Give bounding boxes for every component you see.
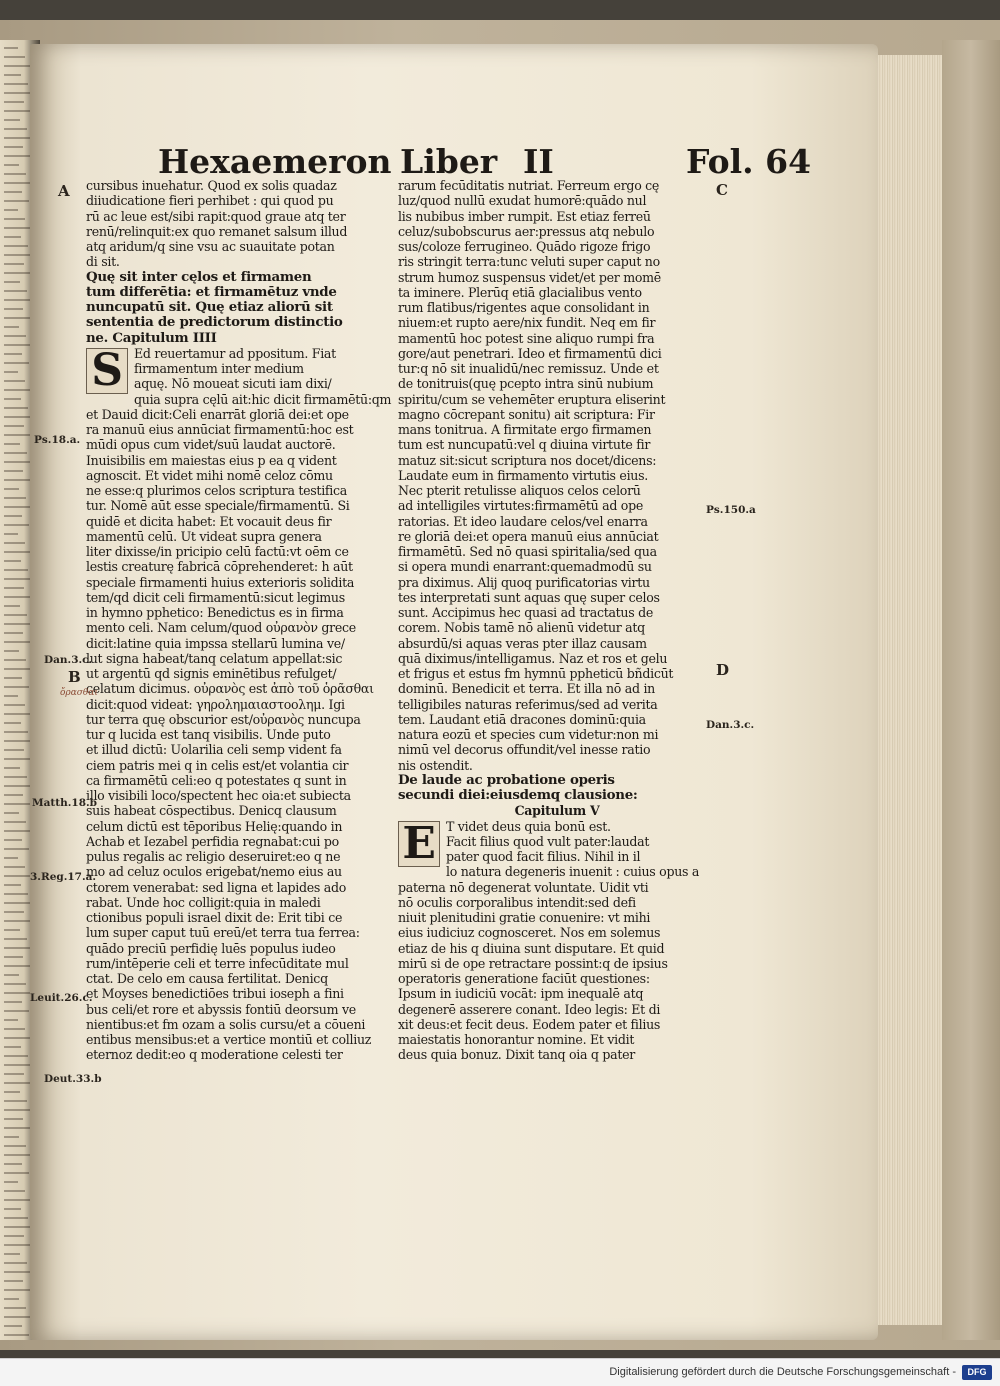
running-head-folio: Fol. 64 [686, 142, 812, 181]
text-line: degenerē asserere conant. Ideo legis: Et di [398, 1001, 661, 1017]
left-page-text-trace [4, 1145, 26, 1147]
text-line: mamentū celū. Ut videat supra genera [86, 528, 322, 544]
left-page-text-trace [4, 1181, 18, 1183]
left-page-text-trace [4, 650, 19, 652]
left-page-text-trace [4, 128, 27, 130]
left-page-text-trace [4, 1091, 20, 1093]
footer-credit: Digitalisierung gefördert durch die Deutsche Forschungsgemeinschaft - [609, 1366, 956, 1378]
text-line: quidē et dicita habet: Et vocauit deus fir [86, 513, 332, 529]
text-line: ta iminere. Plerūq etiā glacialibus vento [398, 284, 642, 300]
left-page-text-trace [4, 506, 33, 508]
left-page-text-trace [4, 596, 31, 598]
left-page-text-trace [4, 272, 31, 274]
left-page-text-trace [4, 632, 23, 634]
dropcap-initial: S [86, 348, 128, 394]
left-page-text-trace [4, 848, 29, 850]
text-line: tem/qd dicit celi firmamentū:sicut legimus [86, 589, 345, 605]
left-page-text-trace [4, 1199, 32, 1201]
text-line: operatoris generatione faciūt questiones: [398, 971, 650, 986]
text-line: renū/relinquit:ex quo remanet salsum illud [86, 223, 348, 239]
text-line: Inuisibilis em maiestas eius p ea q vident [86, 452, 337, 468]
left-page-text-trace [4, 1028, 25, 1030]
text-line: luz/quod nullū exudat humorē:quādo nul [398, 193, 647, 209]
left-page-text-trace [4, 353, 22, 355]
text-line: natura eozū et species cum videtur:non mi [398, 727, 659, 742]
left-page-text-trace [4, 1280, 23, 1282]
text-line: entibus mensibus:et a vertice montiū et colliuz [86, 1032, 372, 1047]
text-line: mento celi. Nam celum/quod οὐρανὸν grece [86, 620, 356, 636]
left-page-text-trace [4, 1154, 33, 1156]
text-line: aquę. Nō moueat sicuti iam dixi/ [134, 376, 332, 392]
text-line: ris stringit terra:tunc veluti super caput no [398, 254, 660, 270]
text-line: agnoscit. Et videt mihi nomē celoz cōmu [86, 467, 333, 483]
text-line: ca firmamētū celi:eo q potestates q sunt in [86, 772, 347, 788]
text-line: Capitulum V [514, 803, 600, 819]
left-page-text-trace [4, 1253, 20, 1255]
left-page-text-trace [4, 641, 30, 643]
left-page-text-trace [4, 1073, 24, 1075]
text-line: atq aridum/q sine vsu ac suauitate potan [86, 239, 335, 254]
text-line: De laude ac probatione operis [398, 772, 615, 788]
left-page-text-trace [4, 1208, 21, 1210]
text-line: telligibiles naturas referimus/sed ad verita [398, 696, 658, 712]
left-page-text-trace [4, 866, 25, 868]
text-line: tem. Laudant etiā dracones dominū:quia [398, 711, 646, 727]
text-line: mūdi opus cum videt/suū laudat auctorē. [86, 437, 336, 453]
left-page-text-trace [4, 1289, 30, 1291]
left-page-text-trace [4, 524, 29, 526]
text-line: de tonitruis(quę pcepto intra sinū nubium [398, 376, 654, 392]
left-page-text-trace [4, 65, 32, 67]
left-page-text-trace [4, 1172, 29, 1174]
text-line: ra manuū eius annūciat firmamentū:hoc est [86, 422, 354, 437]
left-page-text-trace [4, 209, 18, 211]
text-line: ne. Capitulum IIII [86, 330, 217, 346]
left-page-text-trace [4, 533, 18, 535]
text-line: sunt. Accipimus hec quasi ad tractatus de [398, 605, 654, 620]
dropcap-initial: E [398, 821, 440, 867]
handwritten-annotation: ὄρασθαι [60, 688, 98, 698]
text-line: illo visibili loco/spectent hec oia:et subiecta [86, 788, 351, 803]
left-page-text-trace [4, 56, 25, 58]
text-line: pulus regalis ac religio deseruiret:eo q ne [86, 849, 341, 864]
left-page-text-trace [4, 830, 33, 832]
left-page-text-trace [4, 1019, 18, 1021]
left-page-text-trace [4, 911, 24, 913]
left-page-text-trace [4, 110, 31, 112]
text-line: ut argentū qd signis eminētibus refulget/ [86, 666, 337, 681]
text-line: paterna nō degenerat voluntate. Uidit vti [398, 879, 649, 895]
left-page-text-trace [4, 425, 24, 427]
text-line: ratorias. Et ideo laudare celos/vel enarra [398, 513, 648, 529]
text-line: et Moyses benedictiōes tribui ioseph a fini [86, 986, 344, 1002]
text-line: absurdū/si aquas veras pter illaz causam [398, 635, 647, 651]
left-page-text-trace [4, 362, 29, 364]
margin-note-dan3-right: Dan.3.c. [706, 719, 755, 731]
left-page-text-trace [4, 803, 30, 805]
text-line: Laudate eum in firmamento virtutis eius. [398, 467, 648, 483]
dfg-logo: DFG [962, 1365, 992, 1380]
left-page-text-trace [4, 587, 24, 589]
text-line: tur q lucida est tanq visibilis. Unde puto [86, 727, 331, 742]
left-page-text-trace [4, 1235, 24, 1237]
text-line: maiestatis honorantur nomine. Et vidit [398, 1032, 635, 1047]
left-page-text-trace [4, 227, 32, 229]
left-page-text-trace [4, 929, 20, 931]
text-column-right [398, 178, 716, 1063]
text-line: sus/coloze ferrugineo. Quādo rigoze frigo [398, 239, 651, 254]
text-line: ctorem venerabat: sed ligna et lapides ado [86, 879, 347, 895]
left-page-text-trace [4, 434, 31, 436]
text-line: ctionibus populi israel dixit de: Erit tibi ce [86, 910, 343, 925]
text-line: lis nubibus imber rumpit. Est etiaz ferreū [398, 208, 651, 224]
text-line: sententia de predictorum distinctio [86, 315, 343, 331]
left-page-text-trace [4, 191, 22, 193]
left-page-text-trace [4, 956, 23, 958]
text-line: rū ac leue est/sibi rapit:quod graue atq ter [86, 208, 346, 224]
left-page-text-trace [4, 758, 31, 760]
text-line: lestis creaturę fabricā cōprehenderet: h aūt [86, 559, 353, 575]
left-page-text-trace [4, 938, 27, 940]
left-page-text-trace [4, 1316, 33, 1318]
text-line: rum flatibus/rigentes aque consolidant in [398, 300, 650, 315]
text-line: niuem:et rupto aere/nix fundit. Neq em fir [398, 315, 656, 331]
text-line: nientibus:et fm ozam a solis cursu/et a cōueni [86, 1016, 366, 1032]
text-line: T videt deus quia bonū est. [446, 818, 611, 834]
left-page-text-trace [4, 560, 21, 562]
text-line: celum dictū est tēporibus Helię:quando in [86, 818, 343, 834]
left-page-text-trace [4, 218, 25, 220]
left-page-text-trace [4, 1082, 31, 1084]
text-line: et Dauid dicit:Celi enarrāt gloriā dei:et ope [86, 406, 349, 422]
text-line: tum est nuncupatū:vel q diuina virtute fir [398, 437, 651, 453]
text-line: ad intelligiles virtutes:firmamētū ad ope [398, 498, 643, 514]
left-page-text-trace [4, 1307, 26, 1309]
left-page-text-trace [4, 731, 28, 733]
running-head-book: Liber [400, 142, 498, 181]
left-page-text-trace [4, 515, 22, 517]
left-page-text-trace [4, 1334, 29, 1336]
text-line: nimū vel decorus offundit/vel inesse ratio [398, 742, 651, 758]
text-line: tur terra quę obscurior est/οὐρανὸς nuncupa [86, 711, 361, 727]
text-line: re gloriā dei:et opera manuū eius annūciat [398, 528, 659, 544]
left-page-text-trace [4, 47, 18, 49]
text-line: ne esse:q plurimos celos scriptura testifica [86, 483, 347, 498]
text-line: Ed reuertamur ad ppositum. Fiat [134, 345, 336, 361]
text-line: firmamētū. Sed nō quasi spiritalia/sed qua [398, 544, 657, 559]
left-page-text-trace [4, 173, 26, 175]
text-line: secundi diei:eiusdemq clausione: [398, 788, 638, 803]
left-page-text-trace [4, 497, 26, 499]
left-page-text-trace [4, 155, 30, 157]
left-page-text-trace [4, 974, 19, 976]
left-page-text-trace [4, 920, 31, 922]
left-page-text-trace [4, 119, 20, 121]
left-page-text-trace [4, 263, 24, 265]
text-line: di sit. [86, 254, 120, 270]
margin-letter-a: A [58, 182, 70, 200]
margin-note-ps150: Ps.150.a [706, 504, 756, 516]
left-page-text-trace [4, 1127, 30, 1129]
text-line: ctat. De celo em causa fertilitat. Denicq [86, 971, 328, 986]
left-page-text-trace [4, 317, 30, 319]
left-page-text-trace [4, 74, 21, 76]
text-line: lum super caput tuū ereū/et terra tua ferrea: [86, 925, 360, 941]
text-line: bus celi/et rore et abyssis fontiū deorsum ve [86, 1001, 356, 1017]
left-page-text-trace [4, 821, 26, 823]
left-page-text-trace [4, 605, 20, 607]
left-page-text-trace [4, 83, 28, 85]
text-line: etiaz de his q diuina sunt disputare. Et quid [398, 940, 665, 956]
text-line: celuz/subobscurus aer:pressus atq nebulo [398, 223, 655, 239]
margin-note-3reg17: 3.Reg.17.a. [30, 871, 97, 883]
text-line: suis habeat cōspectibus. Denicq clausum [86, 803, 337, 819]
left-page-text-trace [4, 749, 24, 751]
left-page-text-trace [4, 686, 29, 688]
text-line: Achab et Iezabel perfidia regnabat:cui po [86, 833, 339, 849]
text-line: deus quia bonuz. Dixit tanq oia q pater [398, 1047, 635, 1063]
left-page-text-trace [4, 1010, 29, 1012]
running-head-title: Hexaemeron [158, 142, 392, 181]
left-page-text-trace [4, 200, 29, 202]
left-page-text-trace [4, 470, 23, 472]
left-page-text-trace [4, 551, 32, 553]
text-column-left [86, 178, 404, 1063]
text-line: mirū si de ope retractare possint:q de ipsius [398, 955, 668, 971]
left-page-text-trace [4, 614, 27, 616]
left-page-text-trace [4, 1100, 27, 1102]
left-page-text-trace [4, 569, 28, 571]
cover-right-edge [942, 40, 1000, 1340]
left-page-text-trace [4, 182, 33, 184]
text-line: eternoz dedit:eo q moderatione celesti ter [86, 1047, 343, 1063]
text-line: diiudicatione fieri perhibet : qui quod pu [86, 193, 334, 209]
left-page-text-trace [4, 668, 33, 670]
left-page-text-trace [4, 857, 18, 859]
left-page-text-trace [4, 1001, 22, 1003]
left-page-text-trace [4, 884, 21, 886]
text-line: pater quod facit filius. Nihil in il [446, 849, 641, 864]
margin-note-deut33: Deut.33.b [44, 1073, 102, 1085]
left-page-text-trace [4, 542, 25, 544]
text-line: celatum dicimus. οὐρανὸς est ἀπὸ τοῦ ὁρᾶσθαι [86, 681, 374, 697]
left-page-text-trace [4, 488, 19, 490]
margin-note-ps18: Ps.18.a. [34, 434, 81, 446]
text-line: mo ad celuz oculos erigebat/nemo eius au [86, 864, 342, 880]
left-page-text-trace [4, 1055, 28, 1057]
left-page-text-trace [4, 1217, 28, 1219]
text-line: matuz sit:sicut scriptura nos docet/dicens: [398, 452, 657, 468]
margin-letter-d: D [716, 661, 730, 679]
text-line: eius iudiciuz cognosceret. Nos em solemus [398, 925, 661, 941]
page-fore-edge [872, 55, 943, 1325]
text-line: liter dixisse/in pricipio celū factū:vt oēm ce [86, 544, 349, 559]
left-page-text-trace [4, 1118, 23, 1120]
left-page-text-trace [4, 371, 18, 373]
text-line: corem. Nobis tamē nō alienū videtur atq [398, 620, 645, 636]
text-line: quia supra cęlū ait:hic dicit firmamētū:qm [134, 391, 392, 407]
text-line: quā diximus/intelligamus. Naz et ros et gelu [398, 650, 668, 666]
left-page-text-trace [4, 452, 27, 454]
margin-note-dan3: Dan.3.c. [44, 654, 93, 666]
running-head-book-number: II [523, 142, 554, 181]
left-page-text-trace [4, 335, 26, 337]
left-page-text-trace [4, 245, 28, 247]
left-page-text-trace [4, 344, 33, 346]
left-page-text-trace [4, 281, 20, 283]
left-page-text-trace [4, 164, 19, 166]
left-page-text-trace [4, 479, 30, 481]
left-page-text-trace [4, 713, 32, 715]
text-line: niuit plenitudini gratie conuenire: vt mihi [398, 910, 651, 925]
text-line: lo natura degeneris inuenit : cuius opus a [446, 864, 700, 880]
left-page-text-trace [4, 326, 19, 328]
left-page-text-trace [4, 1325, 22, 1327]
text-line: Quę sit inter cęlos et firmamen [86, 269, 312, 285]
text-line: dominū. Benedicit et terra. Et illa nō ad in [398, 681, 655, 697]
left-page-text-trace [4, 443, 20, 445]
text-line: Facit filius quod vult pater:laudat [446, 833, 650, 849]
left-page-text-trace [4, 677, 22, 679]
text-line: nō oculis corporalibus intendit:sed defi [398, 894, 636, 910]
text-line: et illud dictū: Uolarilia celi semp vident fa [86, 742, 342, 758]
margin-note-matth18: Matth.18.b [32, 797, 98, 809]
left-page-text-trace [4, 794, 23, 796]
digitisation-footer [0, 1358, 1000, 1386]
left-page-text-trace [4, 992, 33, 994]
left-page-text-trace [4, 839, 22, 841]
text-line: nuncupatū sit. Quę etiaz aliorū sit [86, 300, 333, 315]
left-page-text-trace [4, 1046, 21, 1048]
text-line: rarum fecūditatis nutriat. Ferreum ergo cę [398, 178, 660, 193]
text-line: dicit:latine quia impssa stellarū lumina ve/ [86, 635, 345, 651]
text-line: Ipsum in iudiciū vocāt: ipm inequalē atq [398, 986, 644, 1002]
left-page-text-trace [4, 398, 21, 400]
left-page-text-trace [4, 308, 23, 310]
left-page-text-trace [4, 659, 26, 661]
text-line: mans tonitrua. A firmitate ergo firmamen [398, 422, 652, 437]
margin-letter-b: B [68, 668, 81, 686]
margin-note-leuit26: Leuit.26.c. [30, 992, 93, 1004]
left-page-text-trace [4, 722, 21, 724]
text-line: cursibus inuehatur. Quod ex solis quadaz [86, 178, 337, 193]
text-line: dicit:quod videat: γηρολημαιαστοολημ. Igi [86, 696, 345, 712]
text-line: ciem patris mei q in celis est/et volantia cir [86, 757, 349, 773]
text-line: magno cōcrepant sonitu) ait scriptura: Fir [398, 406, 655, 422]
left-page-text-trace [4, 1190, 25, 1192]
text-line: xit deus:et fecit deus. Eodem pater et filius [398, 1016, 661, 1032]
text-line: rum/intēperie celi et terre infecūditate mul [86, 955, 349, 971]
text-line: rabat. Unde hoc colligit:quia in maledi [86, 894, 321, 910]
text-line: Nec pterit retulisse aliquos celos celorū [398, 483, 641, 498]
left-page-text-trace [4, 389, 32, 391]
text-line: si opera mundi enarrant:quemadmodū su [398, 559, 652, 575]
text-line: tur:q nō sit inualidū/nec remissuz. Unde et [398, 361, 659, 376]
left-page-text-trace [4, 776, 27, 778]
margin-letter-c: C [716, 181, 728, 199]
left-page-text-trace [4, 704, 25, 706]
left-page-text-trace [4, 695, 18, 697]
text-line: nis ostendit. [398, 757, 473, 773]
left-page-text-trace [4, 1037, 32, 1039]
left-page-text-trace [4, 1136, 19, 1138]
left-page-text-trace [4, 875, 32, 877]
text-line: lut signa habeat/tanq celatum appellat:sic [86, 650, 343, 666]
left-page-text-trace [4, 290, 27, 292]
left-page-text-trace [4, 407, 28, 409]
text-line: tur. Nomē aūt esse speciale/firmamentū. Si [86, 498, 350, 514]
text-line: pra diximus. Alij quoq purificatorias virtu [398, 574, 650, 590]
left-page-text-trace [4, 380, 25, 382]
left-page-text-trace [4, 1262, 27, 1264]
left-page-text-trace [4, 1163, 22, 1165]
text-line: spiritu/cum se vehemēter eruptura eliserint [398, 391, 666, 407]
text-line: tes interpretati sunt aquas quę super celos [398, 589, 660, 605]
left-page-text-trace [4, 983, 26, 985]
text-line: quādo preciū perfidię luēs populus iudeo [86, 940, 336, 956]
text-line: et frigus et estus fm hymnū ppheticū bñdicūt [398, 666, 674, 681]
left-page-text-trace [4, 767, 20, 769]
text-line: firmamentum inter medium [134, 361, 304, 376]
left-page-text-trace [4, 812, 19, 814]
text-line: mamentū hoc potest sine aliquo rumpi fra [398, 330, 655, 346]
left-page-text-trace [4, 1244, 31, 1246]
left-page-text-trace [4, 101, 24, 103]
left-page-text-trace [4, 146, 23, 148]
left-page-text-trace [4, 236, 21, 238]
left-page-text-trace [4, 1298, 19, 1300]
left-page-text-trace [4, 965, 30, 967]
text-line: tum differētia: et firmamētuz vnde [86, 284, 337, 300]
text-line: speciale firmamenti huius exterioris solidita [86, 574, 355, 590]
book-page [30, 44, 878, 1340]
left-page-text-trace [4, 893, 28, 895]
text-line: in hymno pphetico: Benedictus es in firma [86, 605, 344, 620]
text-line: strum humoz suspensus videt/et per momē [398, 269, 661, 285]
text-line: gore/aut penetrari. Ideo et firmamentū dici [398, 345, 662, 361]
